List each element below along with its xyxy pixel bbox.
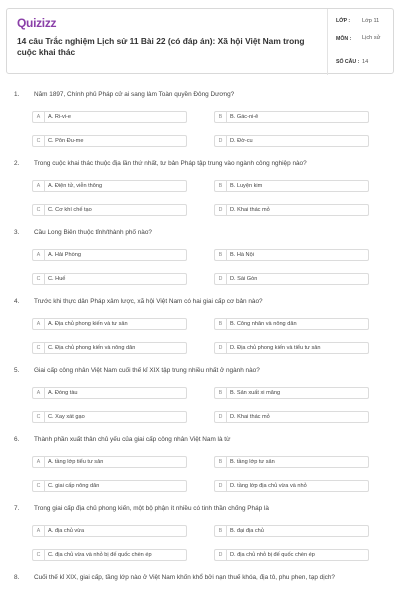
question-text: Cuối thế kỉ XIX, giai cấp, tầng lớp nào ở Việt Nam khốn khổ bởi nạn thuế khóa, địa tô, phu phen, tạp dịch? [34,574,335,581]
option-letter: D [215,481,227,491]
answer-option[interactable] [32,249,187,261]
answer-option[interactable] [214,318,369,330]
answer-option[interactable] [32,387,187,399]
option-letter: C [33,550,45,560]
question-number: 4. [14,298,20,305]
question-text: Giai cấp công nhân Việt Nam cuối thế kỉ XIX tập trung nhiều nhất ở ngành nào? [34,367,260,374]
option-text: A. Ri-vi-e [48,114,71,120]
mon-value: Lịch sử [362,35,381,41]
option-text: D. Khai thác mỏ [230,414,270,420]
answer-option[interactable] [32,135,187,147]
socau-value: 14 [362,59,369,65]
option-letter: A [33,181,45,191]
answer-option[interactable] [214,387,369,399]
option-letter: B [215,457,227,467]
worksheet-title: 14 câu Trắc nghiệm Lịch sử 11 Bài 22 (có đáp án): Xã hội Việt Nam trong cuộc khai thác [17,36,305,57]
option-letter: B [215,526,227,536]
option-letter: A [33,112,45,122]
option-text: B. Sản xuất xi măng [230,390,281,396]
option-letter: A [33,457,45,467]
option-text: A. Điện tử, viễn thông [48,183,103,189]
option-letter: C [33,343,45,353]
option-text: C. giai cấp nông dân [48,483,100,489]
question-number: 2. [14,160,20,167]
option-letter: B [215,181,227,191]
question-text: Trong giai cấp địa chủ phong kiến, một bộ phận ít nhiều có tinh thần chống Pháp là [34,505,269,512]
option-letter: B [215,388,227,398]
option-text: C. Địa chủ phong kiến và nông dân [48,345,136,351]
question-text: Năm 1897, Chính phủ Pháp cử ai sang làm Toàn quyền Đông Dương? [34,91,235,98]
answer-option[interactable] [214,480,369,492]
option-text: D. Sài Gòn [230,276,258,282]
lop-label: LỚP : [336,18,351,24]
answer-option[interactable] [32,549,187,561]
answer-option[interactable] [214,111,369,123]
answer-option[interactable] [32,204,187,216]
option-letter: B [215,112,227,122]
question-text: Thành phần xuất thân chủ yếu của giai cấp công nhân Việt Nam là từ [34,436,231,443]
socau-label: SỐ CÂU : [336,59,360,65]
option-letter: A [33,319,45,329]
option-letter: C [33,205,45,215]
option-text: D. địa chủ nhỏ bị đế quốc chèn ép [230,552,315,558]
option-text: D. Khai thác mỏ [230,207,270,213]
option-letter: B [215,250,227,260]
answer-option[interactable] [32,111,187,123]
option-text: A. địa chủ vừa [48,528,85,534]
question-number: 3. [14,229,20,236]
answer-option[interactable] [32,180,187,192]
option-text: A. Hải Phòng [48,252,81,258]
option-text: B. đại địa chủ [230,528,264,534]
option-letter: A [33,250,45,260]
option-text: B. tầng lớp tư sản [230,459,275,465]
mon-label: MÔN : [336,36,352,42]
answer-option[interactable] [214,249,369,261]
answer-option[interactable] [32,318,187,330]
answer-option[interactable] [214,342,369,354]
option-text: C. Huế [48,276,66,282]
answer-option[interactable] [32,456,187,468]
option-text: D. Địa chủ phong kiến và tiểu tư sản [230,345,321,351]
answer-option[interactable] [32,480,187,492]
option-text: D. tầng lớp địa chủ vừa và nhỏ [230,483,307,489]
option-text: D. Đờ-cu [230,138,253,144]
answer-option[interactable] [32,525,187,537]
question-text: Cầu Long Biên thuộc tỉnh/thành phố nào? [34,229,152,236]
option-text: C. Xay xát gạo [48,414,85,420]
answer-option[interactable] [214,273,369,285]
answer-option[interactable] [32,342,187,354]
option-text: A. Địa chủ phong kiến và tư sản [48,321,128,327]
option-text: A. tầng lớp tiểu tư sản [48,459,104,465]
answer-option[interactable] [214,135,369,147]
option-text: B. Hà Nội [230,252,254,258]
quizizz-logo[interactable]: Quizizz [17,16,57,30]
question-text: Trước khi thực dân Pháp xâm lược, xã hội Việt Nam có hai giai cấp cơ bản nào? [34,298,263,305]
question-number: 8. [14,574,20,581]
answer-option[interactable] [214,411,369,423]
meta-panel [327,9,395,75]
option-letter: D [215,136,227,146]
option-letter: D [215,205,227,215]
option-text: B. Luyện kim [230,183,263,189]
answer-option[interactable] [214,549,369,561]
option-letter: D [215,412,227,422]
answer-option[interactable] [214,180,369,192]
option-text: C. địa chủ vừa và nhỏ bị đế quốc chèn ép [48,552,152,558]
option-letter: D [215,550,227,560]
option-letter: D [215,274,227,284]
option-letter: B [215,319,227,329]
question-number: 7. [14,505,20,512]
question-number: 6. [14,436,20,443]
option-text: B. Gác-ni-ê [230,114,259,120]
answer-option[interactable] [32,273,187,285]
option-letter: C [33,481,45,491]
option-letter: C [33,274,45,284]
option-letter: A [33,388,45,398]
question-text: Trong cuộc khai thác thuộc địa lần thứ nhất, tư bản Pháp tập trung vào ngành công nghiệp nào? [34,160,307,167]
answer-option[interactable] [214,456,369,468]
option-text: C. Cơ khí chế tạo [48,207,92,213]
option-text: C. Pôn Đu-me [48,138,84,144]
option-letter: A [33,526,45,536]
option-letter: C [33,136,45,146]
option-letter: C [33,412,45,422]
question-number: 5. [14,367,20,374]
question-number: 1. [14,91,20,98]
answer-option[interactable] [214,204,369,216]
option-text: A. Đóng tàu [48,390,78,396]
option-text: B. Công nhân và nông dân [230,321,297,327]
worksheet-header [6,8,394,74]
option-letter: D [215,343,227,353]
answer-option[interactable] [32,411,187,423]
answer-option[interactable] [214,525,369,537]
lop-value: Lớp 11 [362,18,380,24]
